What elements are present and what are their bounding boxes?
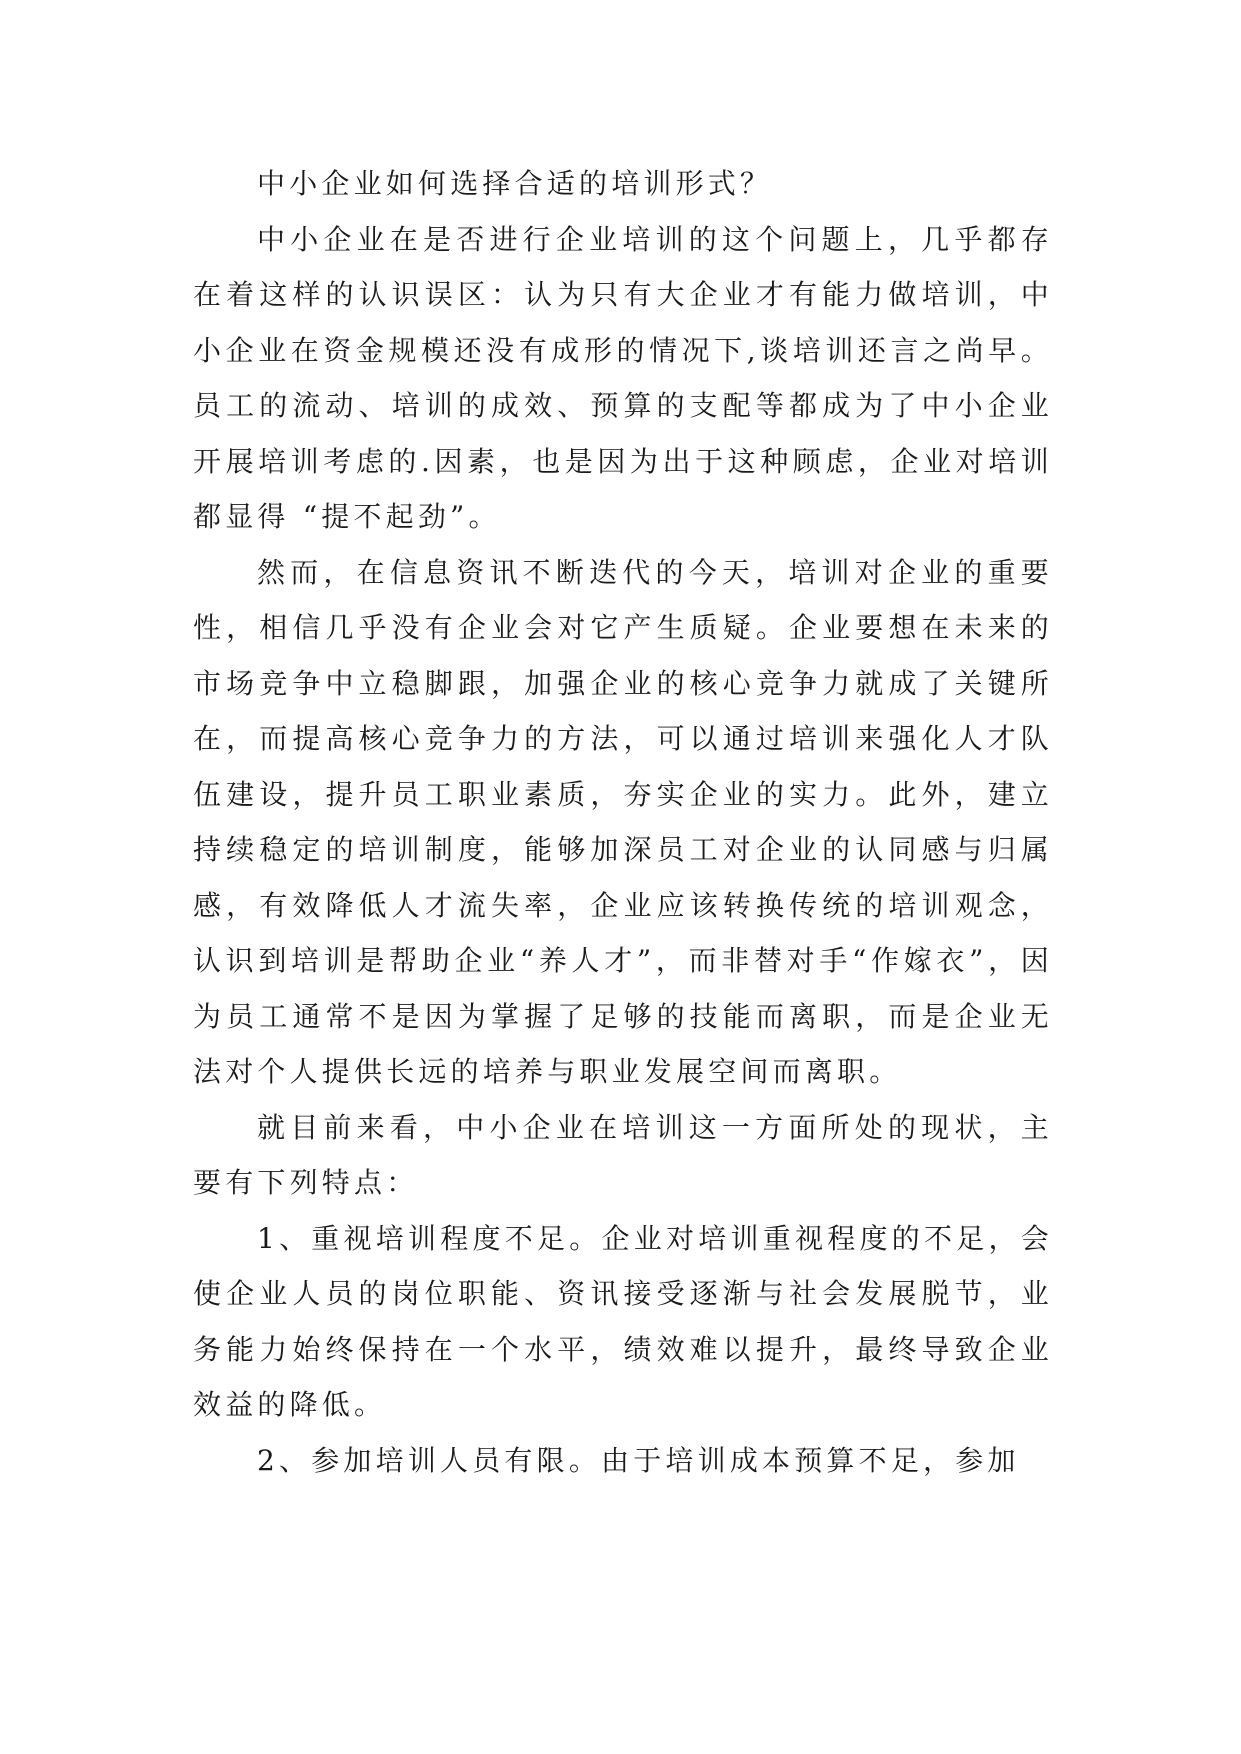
document-title: 中小企业如何选择合适的培训形式？ xyxy=(257,167,773,200)
paragraph-status: 就目前来看，中小企业在培训这一方面所处的现状，主要有下列特点： xyxy=(193,1110,1053,1199)
list-item-2: 2、参加培训人员有限。由于培训成本预算不足，参加 xyxy=(257,1443,1020,1477)
list-item-1: 1、重视培训程度不足。企业对培训重视程度的不足，会使企业人员的岗位职能、资讯接受逐渐与社会发展脱节，业务能力始终保持在一个水平，绩效难以提升，最终导致企业效益的降低。 xyxy=(193,1221,1053,1421)
document-body xyxy=(193,156,1053,1488)
paragraph-importance: 然而，在信息资讯不断迭代的今天，培训对企业的重要性，相信几乎没有企业会对它产生质疑。企业要想在未来的市场竞争中立稳脚跟，加强企业的核心竞争力就成了关键所在，而提高核心竞争力的方法，可以通过培训来强化人才队伍建设，提升员工职业素质，夯实企业的实力。此外，建立持续稳定的培训制度，能够加深员工对企业的认同感与归属感，有效降低人才流失率，企业应该转换传统的培训观念，认识到培训是帮助企业“养人才”，而非替对手“作嫁衣”，因为员工通常不是因为掌握了足够的技能而离职，而是企业无法对个人提供长远的培养与职业发展空间而离职。 xyxy=(193,555,1053,1088)
paragraph-intro: 中小企业在是否进行企业培训的这个问题上，几乎都存在着这样的认识误区：认为只有大企业才有能力做培训，中小企业在资金规模还没有成形的情况下,谈培训还言之尚早。员工的流动、培训的成效、预算的支配等都成为了中小企业开展培训考虑的.因素，也是因为出于这种顾虑，企业对培训都显得 “提不起劲”。 xyxy=(193,222,1053,533)
